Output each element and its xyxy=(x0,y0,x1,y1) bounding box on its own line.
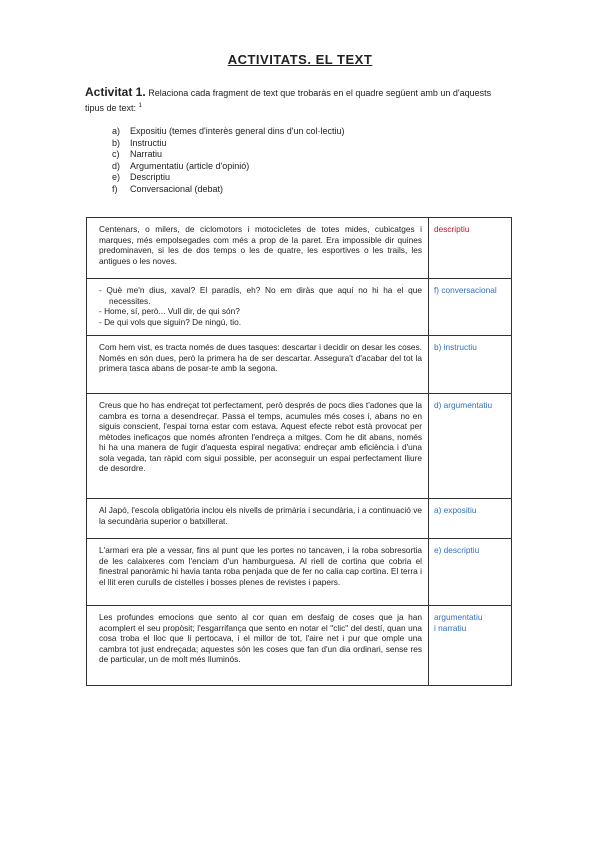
text-type-item: c) Narratiu xyxy=(112,149,163,159)
fragment-text: L'armari era ple a vessar, fins al punt que les portes no tancaven, i la roba sobresortia de les calaixeres com l'enciam d'un hamburguesa. Al riell de cortina que cobria el finestral panoràmic hi havia tanta roba penjada que de fer no calia cap cortina. El terra i el llit eren curulls de cistelles i bosses plenes de revistes i papers. xyxy=(87,539,429,606)
dialogue-line: - De qui vols que siguin? De ningú, tio. xyxy=(99,316,242,327)
fragment-text: Les profundes emocions que sento al cor quan em desfaig de coses que ja han acomplert el seu propòsit; l'esgarrifança que sento en notar el "clic" del destí, quan una cosa troba el lloc que li pertocava, i el millor de tot, l'aire net i pur que omple una cambra tot just endreçada; aquestes són les coses que fan d'un dia ordinari, sense res de particular, un de molt més lluminós. xyxy=(87,606,429,686)
text-type-item: d) Argumentatiu (article d'opinió) xyxy=(112,160,250,171)
activity-instruction xyxy=(85,86,505,115)
table-row xyxy=(87,336,512,394)
answer-cell: d) argumentatiu xyxy=(429,394,512,499)
fragment-text: Centenars, o milers, de ciclomotors i motocicletes de totes mides, cubicatges i marques, més empolsegades com més a prop de la paret. Era impossible dir quines predominaven, si les de dos temps o les de quatre, les esportives o les trails, les antigues o les noves. xyxy=(87,218,429,279)
footnote-marker: 1 xyxy=(138,103,142,109)
table-row xyxy=(87,499,512,539)
table-row xyxy=(87,394,512,499)
activity-text: Relaciona cada fragment de text que trobaràs en el quadre següent amb un d'aquests tipus de text: xyxy=(85,88,492,113)
text-type-item: a) Expositiu (temes d'interès general dins d'un col·lectiu) xyxy=(112,126,345,136)
fragment-text: Creus que ho has endreçat tot perfectament, però després de pocs dies t'adones que la cambra es torna a desendreçar. Passa el temps, acumules més coses i, abans no en siguis conscient, l'espai torna estar com estava. Aquest efecte rebot està provocat per mètodes ineficaços que només afronten l'endreça a mitges. Com he dit abans, només hi ha una manera de fugir d'aquesta espiral negativa: endreçar amb eficiència i d'una sola vegada, tan ràpid com sigui possible, per aconseguir un espai perfectament lliure de desordre. xyxy=(87,394,429,499)
answer-cell: e) descriptiu xyxy=(429,539,512,606)
table-row xyxy=(87,606,512,686)
fragments-table xyxy=(86,217,512,686)
activity-lead: Activitat 1. xyxy=(85,85,146,99)
dialogue-line: - Home, sí, però... Vull dir, de qui són? xyxy=(99,306,240,316)
answer-cell: b) instructiu xyxy=(429,336,512,394)
answer-cell: f) conversacional xyxy=(429,279,512,336)
fragment-text: Com hem vist, es tracta només de dues tasques: descartar i decidir on desar les coses. Només en són dues, però la primera ha de ser descartar. Assegura't d'acabar del tot la primera tasca abans de posar-te amb la segona. xyxy=(87,336,429,394)
text-type-item: f) Conversacional (debat) xyxy=(112,183,224,194)
answer-cell: argumentatiu i narratiu xyxy=(429,606,512,686)
text-type-item: e) Descriptiu xyxy=(112,172,171,182)
fragment-text: Al Japó, l'escola obligatòria inclou els nivells de primària i secundària, i a continuació ve la secundària superior o batxillerat. xyxy=(87,499,429,539)
table-row xyxy=(87,218,512,279)
table-row xyxy=(87,279,512,336)
page-title: ACTIVITATS. EL TEXT xyxy=(227,52,373,67)
answer-cell: a) expositiu xyxy=(429,499,512,539)
fragment-dialogue xyxy=(87,279,429,336)
text-type-item: b) Instructiu xyxy=(112,137,167,148)
text-types-list xyxy=(112,126,345,195)
dialogue-line: - Què me'n dius, xaval? El paradís, eh? No em diràs que aquí no hi ha el que necessites. xyxy=(99,285,422,306)
answer-cell: descriptiu xyxy=(429,218,512,279)
table-row xyxy=(87,539,512,606)
